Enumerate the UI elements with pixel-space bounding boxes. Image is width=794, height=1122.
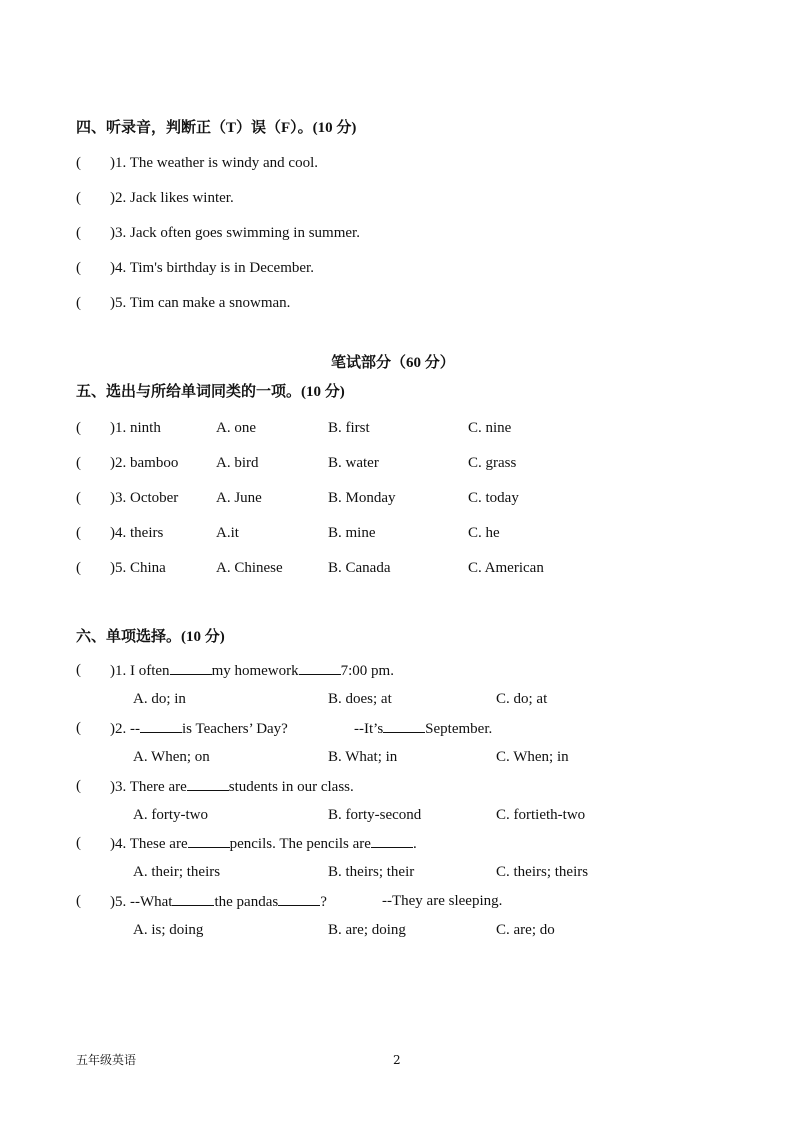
question-word: )1. ninth	[110, 420, 161, 436]
option-a: A.it	[216, 525, 239, 541]
answer-paren: (	[76, 155, 81, 171]
section5-title: 五、选出与所给单词同类的一项。(10 分)	[76, 384, 345, 400]
fill-blank	[299, 660, 341, 675]
option-b: B. mine	[328, 525, 376, 541]
answer-paren: (	[76, 720, 81, 736]
answer-paren: (	[76, 525, 81, 541]
fill-blank	[278, 891, 320, 906]
question-part: )5. --What	[110, 894, 173, 910]
question-sentence	[110, 833, 417, 854]
answer-paren: (	[76, 455, 81, 471]
fill-blank	[187, 776, 229, 791]
question-word: )2. bamboo	[110, 455, 179, 471]
fill-blank	[170, 660, 212, 675]
option-a: A. When; on	[133, 749, 210, 765]
answer-paren: (	[76, 662, 81, 678]
written-part-title: 笔试部分（60 分）	[331, 355, 455, 371]
option-a: A. one	[216, 420, 256, 436]
question-part: )1. I often	[110, 663, 170, 679]
question-text: )2. Jack likes winter.	[110, 190, 234, 206]
fill-blank	[172, 891, 214, 906]
question-word: )3. October	[110, 490, 179, 506]
question-part: my homework	[211, 663, 299, 679]
question-part: )2. --	[110, 721, 140, 737]
option-c: C. today	[468, 490, 519, 506]
option-c: C. nine	[468, 420, 512, 436]
option-c: C. fortieth-two	[496, 807, 586, 823]
option-b: B. water	[328, 455, 379, 471]
option-c: C. do; at	[496, 691, 548, 707]
question-part: pencils. The pencils are	[229, 836, 371, 852]
answer-paren: (	[76, 893, 81, 909]
option-c: C. grass	[468, 455, 517, 471]
option-c: C. American	[468, 560, 544, 576]
fill-blank	[140, 718, 182, 733]
answer-paren: (	[76, 260, 81, 276]
option-b: B. does; at	[328, 691, 392, 707]
question-sentence	[110, 718, 288, 739]
answer-paren: (	[76, 420, 81, 436]
question-part: is Teachers’ Day?	[182, 721, 288, 737]
option-c: C. When; in	[496, 749, 569, 765]
question-text: )1. The weather is windy and cool.	[110, 155, 319, 171]
fill-blank	[371, 833, 413, 848]
question-sentence	[110, 891, 327, 912]
question-word: )4. theirs	[110, 525, 164, 541]
option-a: A. their; theirs	[133, 864, 221, 880]
option-b: B. What; in	[328, 749, 398, 765]
question-sentence	[110, 776, 354, 797]
section4-title: 四、听录音，判断正（T）误（F）。(10 分)	[76, 120, 357, 136]
page-number: 2	[393, 1053, 401, 1067]
question-part: --It’s	[354, 721, 384, 737]
question-part: .	[412, 836, 417, 852]
question-part: )4. These are	[110, 836, 188, 852]
answer-paren: (	[76, 295, 81, 311]
option-b: B. Monday	[328, 490, 396, 506]
option-b: B. forty-second	[328, 807, 422, 823]
option-c: C. are; do	[496, 922, 555, 938]
option-b: B. theirs; their	[328, 864, 415, 880]
option-a: A. June	[216, 490, 262, 506]
question-text: )4. Tim's birthday is in December.	[110, 260, 314, 276]
fill-blank	[383, 718, 425, 733]
answer-paren: (	[76, 190, 81, 206]
option-c: C. theirs; theirs	[496, 864, 589, 880]
question-part: 7:00 pm.	[340, 663, 394, 679]
option-a: A. bird	[216, 455, 259, 471]
answer-paren: (	[76, 560, 81, 576]
option-a: A. Chinese	[216, 560, 283, 576]
answer-sentence: --They are sleeping.	[382, 893, 503, 909]
answer-paren: (	[76, 490, 81, 506]
answer-paren: (	[76, 225, 81, 241]
question-part: the pandas	[214, 894, 279, 910]
option-a: A. forty-two	[133, 807, 208, 823]
option-c: C. he	[468, 525, 500, 541]
fill-blank	[188, 833, 230, 848]
question-text: )3. Jack often goes swimming in summer.	[110, 225, 360, 241]
question-part: students in our class.	[228, 779, 354, 795]
question-part: September.	[425, 721, 493, 737]
answer-paren: (	[76, 778, 81, 794]
option-a: A. do; in	[133, 691, 186, 707]
question-sentence	[110, 660, 394, 681]
footer-subject: 五年级英语	[76, 1053, 137, 1067]
option-b: B. Canada	[328, 560, 391, 576]
section6-title: 六、单项选择。(10 分)	[76, 629, 225, 645]
question-part: ?	[320, 894, 327, 910]
option-a: A. is; doing	[133, 922, 204, 938]
answer-paren: (	[76, 835, 81, 851]
option-b: B. first	[328, 420, 370, 436]
question-word: )5. China	[110, 560, 166, 576]
question-text: )5. Tim can make a snowman.	[110, 295, 291, 311]
question-part: )3. There are	[110, 779, 187, 795]
answer-sentence	[354, 718, 492, 739]
option-b: B. are; doing	[328, 922, 406, 938]
